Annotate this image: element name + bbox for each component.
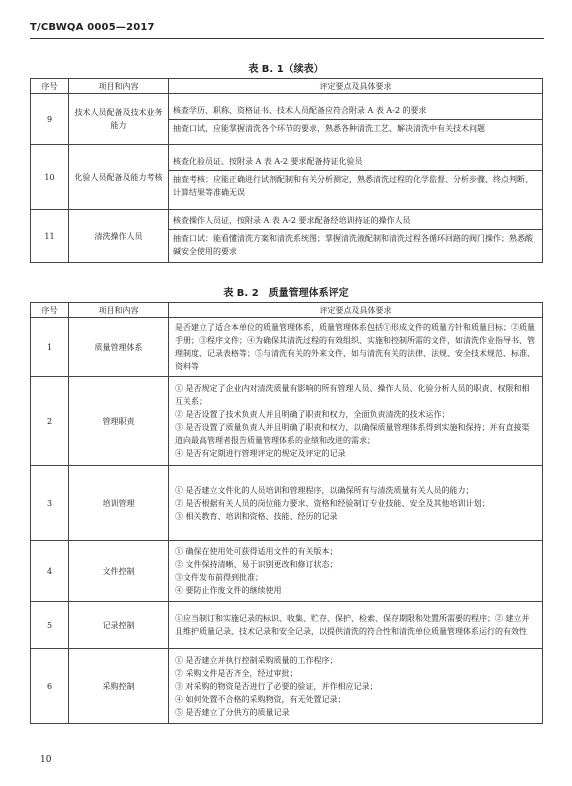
row-number: 2 [31,377,69,466]
requirement-line: ④ 如何处置不合格的采购物资，有无处置记录； [175,694,346,704]
requirement-line: 是否建立了适合本单位的质量管理体系，质量管理体系包括①形成文件的质量方针和质量目标；②质量手册；③程序文件；④为确保其清洗过程的有效组织、实施和控制所需的文件，如清洗作业指导书、管理制度、记录表格等；⑤与清洗有关的外来文件，如与清洗有关的法律、法规、安全技术规范、标准、资料等 [175,323,535,371]
table-row [31,541,543,602]
row-requirements [169,377,543,466]
row-number: 4 [31,541,69,602]
header-rule [30,38,544,39]
table2-caption: 表 B. 2 质量管理体系评定 [223,288,349,299]
table-row [31,94,543,145]
requirement-line: ② 是否设置了技术负责人并且明确了职责和权力，全面负责清洗的技术运作； [175,410,450,419]
table1-header-row [31,79,543,94]
table1-col-item: 项目和内容 [69,79,169,94]
requirement: 核查操作人员证，按附录 A 表 A-2 要求配备经培训持证的操作人员 [173,216,411,225]
requirement-line: ① 确保在使用处可获得适用文件的有关版本； [175,547,338,556]
row-item: 记录控制 [69,602,169,649]
requirement-line: ⑤ 是否建立了分供方的质量记录 [175,707,290,717]
requirement-line: ① 是否规定了企业内对清洗质量有影响的所有管理人员、操作人员、化验分析人员的职责、权限和相互关系； [175,384,530,406]
table-row [31,210,543,263]
requirement-line: ④ 是否有定期进行管理评定的规定及评定的记录 [175,449,346,458]
row-item: 文件控制 [69,541,169,602]
table1-col-req: 评定要点及具体要求 [169,79,543,94]
table2-header-row [31,303,543,318]
row-number: 6 [31,649,69,724]
table-row [31,649,543,724]
row-requirements [169,318,543,377]
requirement: 核查学历、职称、资格证书、技术人员配备应符合附录 A 表 A-2 的要求 [173,105,427,115]
requirement-line: ③ 对采购的物资是否进行了必要的验证，并作相应记录； [175,681,378,691]
table-row [31,318,543,377]
row-number: 3 [31,466,69,541]
table2 [30,302,543,724]
row-item: 质量管理体系 [69,318,169,377]
row-item: 管理职责 [69,377,169,466]
table-row [31,145,543,210]
requirement-line: ② 采购文件是否齐全，经过审批； [175,668,298,678]
requirement-line: ② 文件保持清晰、易于识别更改和修订状态； [175,560,338,569]
row-item: 清洗操作人员 [69,210,169,263]
requirement-line: ① 是否建立文件化的人员培训和管理程序，以确保所有与清洗质量有关人员的能力； [175,485,474,495]
page-number: 10 [40,755,52,765]
table1-caption: 表 B. 1（续表） [248,64,324,75]
row-number: 1 [31,318,69,377]
table-row [31,466,543,541]
requirement-line: ③ 相关教育、培训和资格、技能、经历的记录 [175,511,338,521]
row-item: 化验人员配备及能力考核 [69,145,169,210]
row-number: 9 [31,94,69,145]
requirement-line: ① 是否建立并执行控制采购质量的工作程序； [175,655,338,665]
table-row [31,377,543,466]
row-requirements [169,649,543,724]
table2-col-item: 项目和内容 [69,303,169,318]
row-requirements [169,145,543,210]
table2-col-no: 序号 [31,303,69,318]
row-requirements [169,210,543,263]
row-number: 10 [31,145,69,210]
row-requirements [169,602,543,649]
requirement: 抽查口试，应能掌握清洗各个环节的要求，熟悉各种清洗工艺、解决清洗中有关技术问题 [169,119,542,137]
requirement-line: ② 是否根据有关人员的岗位能力要求、资格和经验制订专业技能、安全及其他培训计划； [175,498,490,508]
row-requirements [169,541,543,602]
row-number: 5 [31,602,69,649]
row-item: 采购控制 [69,649,169,724]
row-requirements [169,94,543,145]
table2-col-req: 评定要点及具体要求 [169,303,543,318]
requirement-line: ④ 要防止作废文件的继续使用 [175,586,282,595]
requirement-line: ③ 是否设置了质量负责人并且明确了职责和权力，以确保质量管理体系得到实施和保持；并有直接渠道向最高管理者报告质量管理体系的业绩和改进的需求； [175,423,530,445]
requirement-line: ①应当制订和实施记录的标识、收集、贮存、保护、检索、保存期限和处置所需要的程序；② 建立并且维护质量记录、技术记录和安全记录，以提供清洗的符合性和清洗单位质量管理体系运行的有效性 [175,614,530,636]
requirement: 抽查口试：能看懂清洗方案和清洗系统图；掌握清洗液配制和清洗过程各循环回路的阀门操作；熟悉酸碱安全使用的要求 [169,229,542,260]
requirement-line: ③文件发布前得到批准； [175,573,263,582]
row-item: 培训管理 [69,466,169,541]
standard-code: T/CBWQA 0005—2017 [30,22,155,33]
table1-col-no: 序号 [31,79,69,94]
row-requirements [169,466,543,541]
table-row [31,602,543,649]
requirement: 抽查考核：应能正确进行试剂配制和有关分析测定，熟悉清洗过程的化学监督、分析步骤、终点判断、计算结果等准确无误 [169,170,542,201]
row-item: 技术人员配备及技术业务能力 [69,94,169,145]
row-number: 11 [31,210,69,263]
table1 [30,78,543,263]
requirement: 核查化验员证、按附录 A 表 A-2 要求配备持证化验员 [173,157,363,166]
